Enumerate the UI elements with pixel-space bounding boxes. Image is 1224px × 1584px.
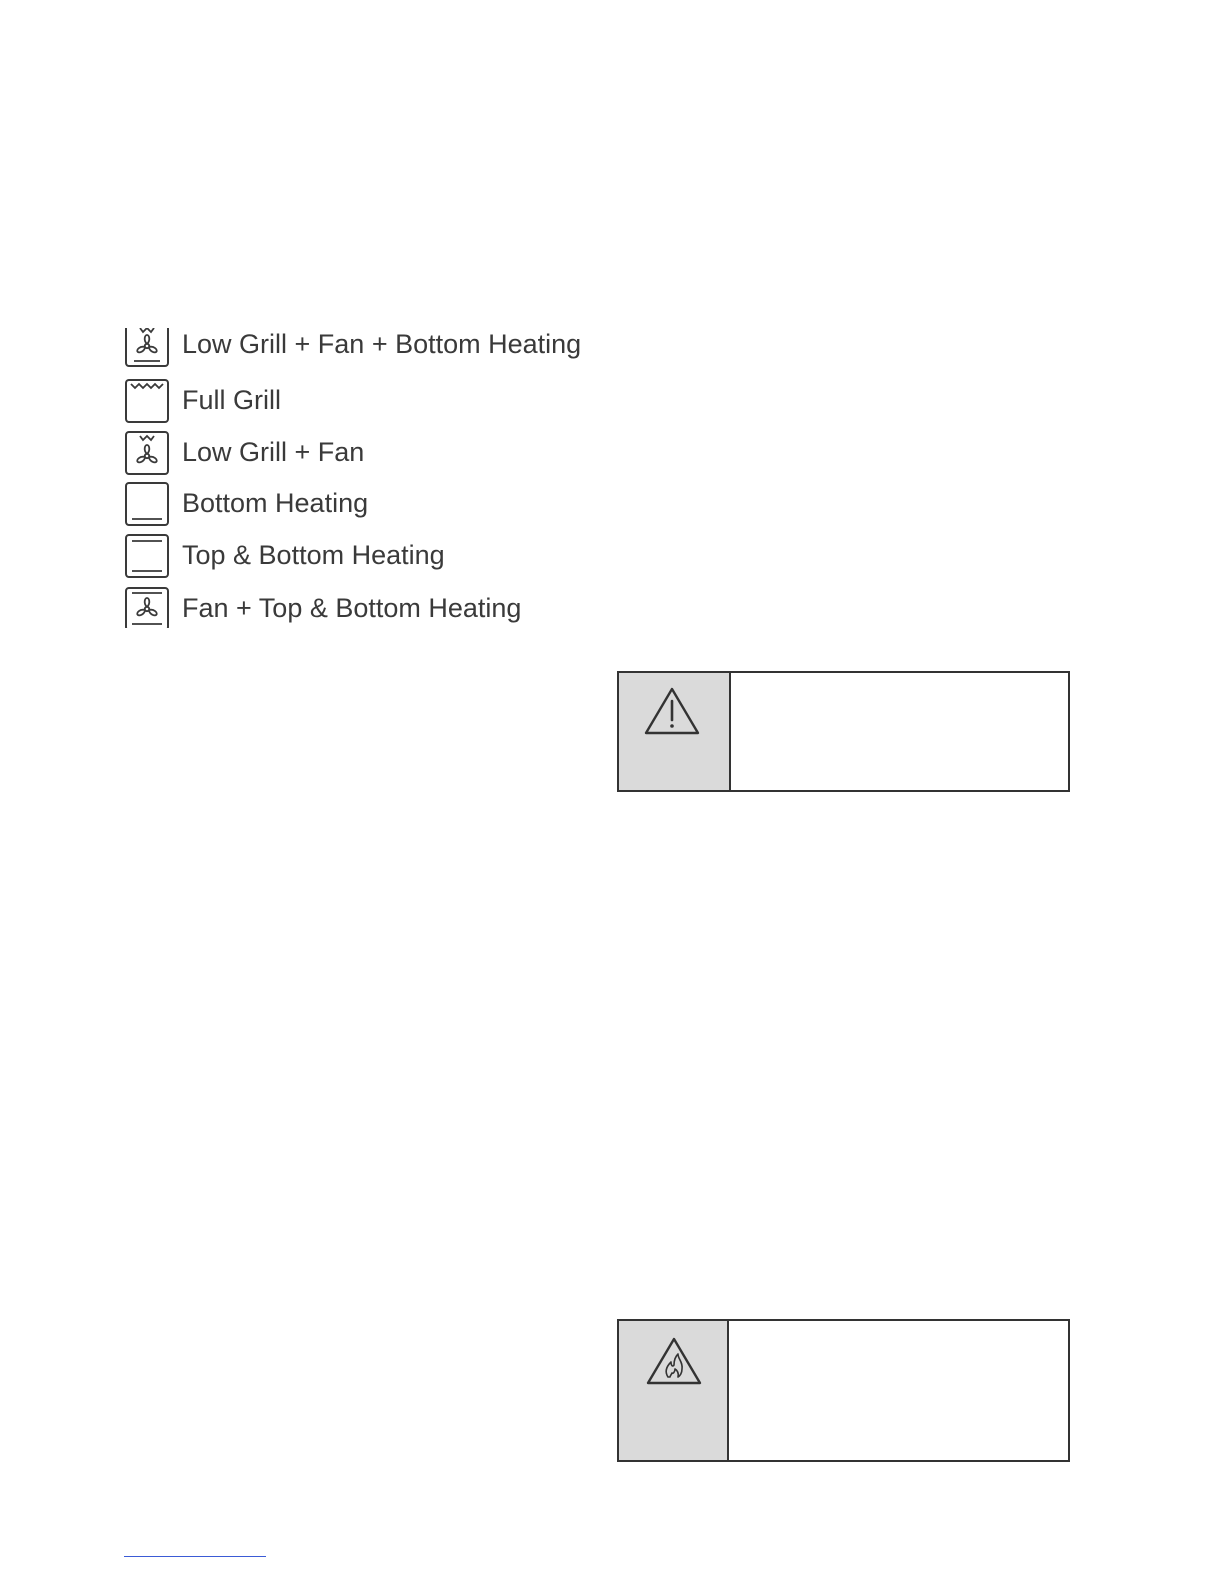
notice-body	[731, 673, 1068, 790]
bottom-heating-icon	[124, 481, 170, 527]
notice-icon-panel	[619, 1321, 729, 1460]
fan-top-bottom-heating-icon	[124, 586, 170, 628]
notice-body	[731, 1321, 1068, 1460]
full-grill-icon	[124, 378, 170, 424]
mode-label: Low Grill + Fan	[182, 437, 365, 467]
fire-notice-box	[617, 1319, 1070, 1462]
mode-row-top-bottom-heating	[124, 533, 594, 581]
mode-row-fan-top-bottom	[124, 586, 594, 628]
footer-rule	[124, 1556, 266, 1557]
notice-icon-panel	[619, 673, 731, 790]
mode-row-low-grill-fan-bottom	[124, 328, 594, 370]
fire-hazard-icon	[643, 1335, 705, 1389]
top-bottom-heating-icon	[124, 533, 170, 579]
mode-label: Full Grill	[182, 385, 281, 415]
mode-label: Low Grill + Fan + Bottom Heating	[182, 329, 582, 359]
mode-row-low-grill-fan	[124, 430, 594, 478]
warning-triangle-icon	[641, 685, 703, 739]
cooking-mode-list	[124, 328, 594, 628]
mode-row-full-grill	[124, 378, 594, 426]
mode-label: Bottom Heating	[182, 488, 369, 518]
low-grill-fan-icon	[124, 430, 170, 476]
mode-row-bottom-heating	[124, 481, 594, 529]
low-grill-fan-bottom-heating-icon	[124, 328, 170, 368]
mode-label: Fan + Top & Bottom Heating	[182, 593, 522, 623]
warning-notice-box	[617, 671, 1070, 792]
mode-label: Top & Bottom Heating	[182, 540, 445, 570]
